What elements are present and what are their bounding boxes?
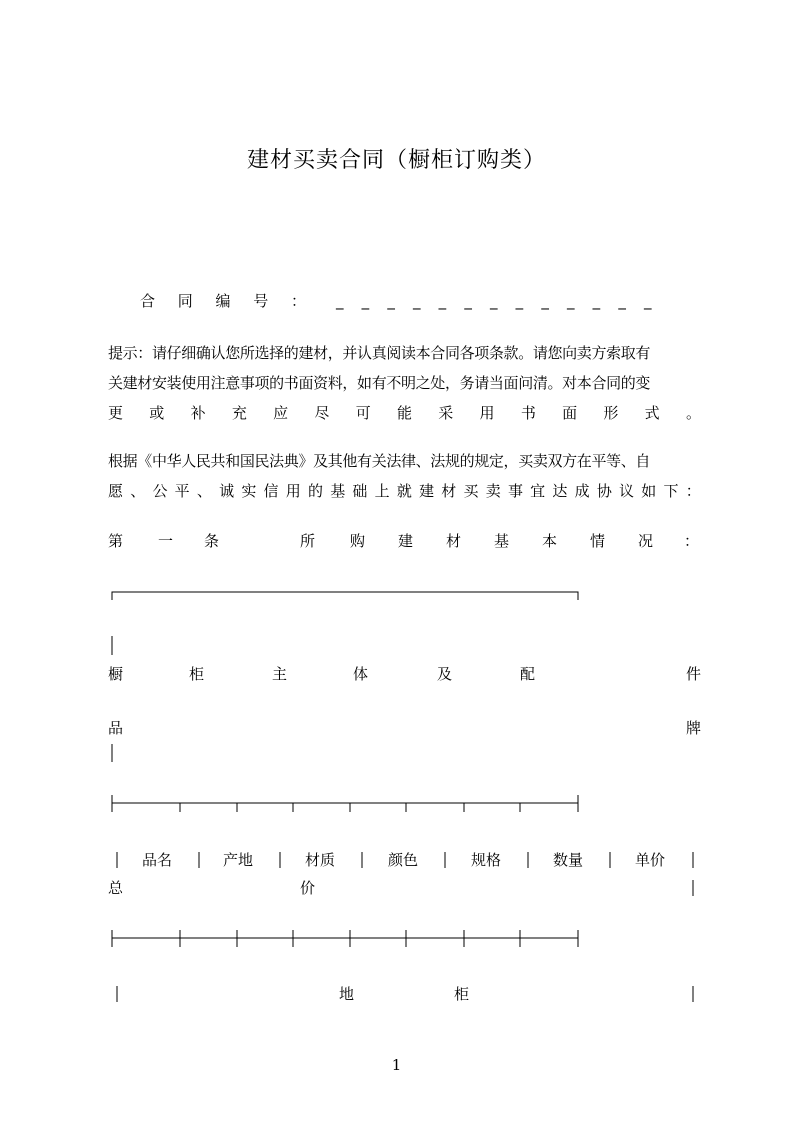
notice-line: 提示：请仔细确认您所选择的建材，并认真阅读本合同各项条款。请您向卖方索取有 bbox=[108, 344, 651, 362]
char: 况 bbox=[638, 532, 654, 550]
char: 建 bbox=[398, 532, 414, 550]
char: 及 bbox=[437, 665, 453, 683]
char: 或 bbox=[149, 404, 165, 422]
header-cell: 品名 bbox=[142, 851, 173, 869]
char: 的 bbox=[307, 482, 323, 500]
header-cell: 单价 bbox=[635, 851, 666, 869]
char: 柜 bbox=[189, 665, 205, 683]
char: ： bbox=[684, 532, 700, 550]
label-char: ： bbox=[290, 292, 306, 310]
label-char: 合 bbox=[140, 292, 156, 310]
char: 协 bbox=[596, 482, 612, 500]
table-top-border bbox=[112, 592, 578, 600]
total-label-left: 总 bbox=[108, 879, 124, 897]
char: 体 bbox=[353, 665, 369, 683]
char: 、 bbox=[196, 482, 212, 500]
header-cell: 产地 bbox=[223, 851, 254, 869]
char: 补 bbox=[190, 404, 206, 422]
char: 下 bbox=[663, 482, 679, 500]
char: 柜 bbox=[454, 985, 470, 1003]
char: 用 bbox=[285, 482, 301, 500]
header-cell: 数量 bbox=[553, 851, 584, 869]
char: 公 bbox=[152, 482, 168, 500]
char: 橱 bbox=[108, 665, 124, 683]
char: 更 bbox=[108, 404, 124, 422]
char: 第 bbox=[108, 532, 124, 550]
basis-line: 根据《中华人民共和国民法典》及其他有关法律、法规的规定，买卖双方在平等、自 bbox=[108, 452, 651, 470]
header-cell: 材质 bbox=[305, 851, 336, 869]
char: 能 bbox=[396, 404, 412, 422]
char: 卖 bbox=[485, 482, 501, 500]
char: 诚 bbox=[219, 482, 235, 500]
char: 应 bbox=[273, 404, 289, 422]
contract-number-blank[interactable]: _ _ _ _ _ _ _ _ _ _ _ _ _ bbox=[336, 292, 659, 310]
notice-line: 关建材安装使用注意事项的书面资料，如有不明之处，务请当面问清。对本合同的变 bbox=[108, 374, 651, 392]
char: 事 bbox=[507, 482, 523, 500]
document-title: 建材买卖合同（橱柜订购类） bbox=[246, 148, 546, 173]
char: 、 bbox=[130, 482, 146, 500]
char: 实 bbox=[241, 482, 257, 500]
char: 上 bbox=[374, 482, 390, 500]
char: 议 bbox=[619, 482, 635, 500]
char: 所 bbox=[300, 532, 316, 550]
char: 尽 bbox=[314, 404, 330, 422]
total-label-right: 价 bbox=[300, 879, 316, 897]
total-price-row bbox=[108, 877, 701, 899]
brand-label-right: 牌 bbox=[686, 719, 702, 737]
char: 达 bbox=[552, 482, 568, 500]
brand-label-left: 品 bbox=[108, 719, 124, 737]
char: 地 bbox=[339, 985, 355, 1003]
label-char: 编 bbox=[215, 292, 231, 310]
char: 式 bbox=[644, 404, 660, 422]
char: 平 bbox=[174, 482, 190, 500]
char: 信 bbox=[263, 482, 279, 500]
char: 充 bbox=[231, 404, 247, 422]
label-char: 号 bbox=[253, 292, 269, 310]
char: 。 bbox=[685, 404, 701, 422]
table-header-row bbox=[108, 849, 701, 871]
char: 础 bbox=[352, 482, 368, 500]
char: 材 bbox=[446, 532, 462, 550]
char: 建 bbox=[419, 482, 435, 500]
char: 形 bbox=[603, 404, 619, 422]
page-number: 1 bbox=[391, 1056, 402, 1074]
char: 配 bbox=[520, 665, 536, 683]
char: 主 bbox=[272, 665, 288, 683]
char: 材 bbox=[441, 482, 457, 500]
char: 如 bbox=[641, 482, 657, 500]
header-cell: 颜色 bbox=[388, 851, 419, 869]
char: 愿 bbox=[108, 482, 124, 500]
char: 成 bbox=[574, 482, 590, 500]
char: 基 bbox=[330, 482, 346, 500]
char: 条 bbox=[204, 532, 220, 550]
char: 基 bbox=[494, 532, 510, 550]
brand-row bbox=[108, 717, 701, 739]
char: 购 bbox=[350, 532, 366, 550]
char: 件 bbox=[686, 665, 702, 683]
char: 就 bbox=[396, 482, 412, 500]
char: 书 bbox=[520, 404, 536, 422]
label-char: 同 bbox=[177, 292, 193, 310]
floor-cabinet-row bbox=[108, 983, 701, 1005]
char: 用 bbox=[479, 404, 495, 422]
char: 可 bbox=[355, 404, 371, 422]
char: 面 bbox=[562, 404, 578, 422]
section-cabinet-main-and-parts bbox=[108, 663, 701, 685]
char: 情 bbox=[590, 532, 606, 550]
char: 买 bbox=[463, 482, 479, 500]
char: 采 bbox=[438, 404, 454, 422]
char: ： bbox=[685, 482, 701, 500]
char: 一 bbox=[158, 532, 174, 550]
header-cell: 规格 bbox=[471, 851, 502, 869]
char: 宜 bbox=[530, 482, 546, 500]
char: 本 bbox=[542, 532, 558, 550]
